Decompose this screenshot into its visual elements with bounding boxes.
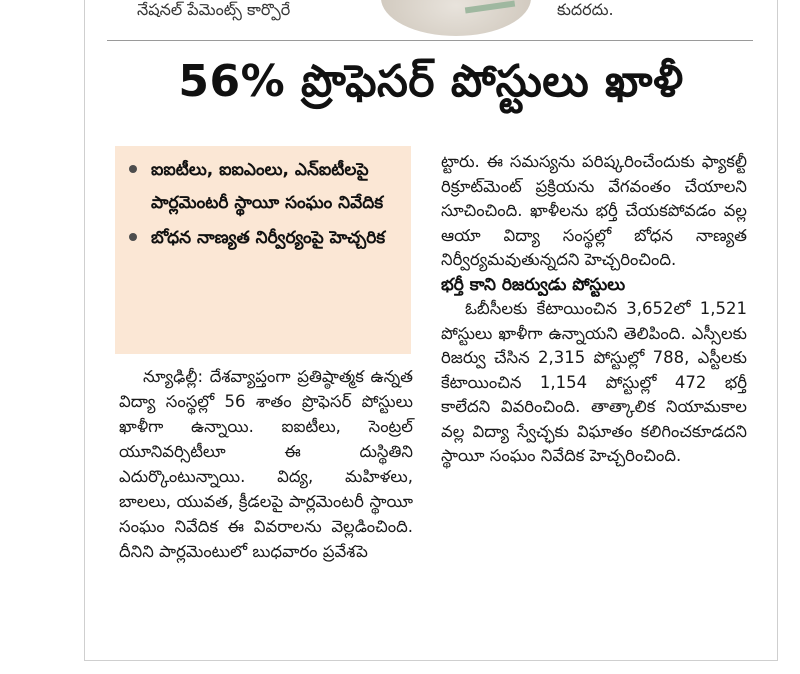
section-subheading: భర్తీ కాని రిజర్వుడు పోస్టులు	[441, 274, 626, 295]
article-body-left-column	[119, 364, 413, 564]
highlight-text: ఐఐటీలు, ఐఐఎంలు, ఎన్ఐటీలపై పార్లమెంటరీ స్థాయీ సంఘం నివేదిక	[151, 160, 384, 213]
article-headline: 56% ప్రొఫెసర్ పోస్టులు ఖాళీ	[178, 56, 684, 107]
previous-article-photo	[381, 0, 531, 36]
highlight-item	[129, 154, 401, 220]
news-clipping	[84, 0, 778, 661]
bullet-icon	[129, 233, 137, 241]
highlight-text: బోధన నాణ్యత నిర్వీర్యంపై హెచ్చరిక	[151, 228, 386, 248]
highlights-box	[115, 146, 411, 354]
previous-article-strip	[85, 0, 777, 38]
article-body-right-column	[441, 150, 747, 469]
body-paragraph: న్యూఢిల్లీ: దేశవ్యాప్తంగా ప్రతిష్ఠాత్మక ఉన్నత విద్యా సంస్థల్లో 56 శాతం ప్రొఫెసర్ పోస్టులు ఖాళీగా ఉన్నాయి. ఐఐటీలు, సెంట్రల్ యూనివర్సిటీలూ ఈ దుస్థితిని ఎదుర్కొంటున్నాయి. విద్య, మహిళలు, బాలలు, యువత, క్రీడలపై పార్లమెంటరీ స్థాయీ సంఘం నివేదిక ఈ వివరాలను వెల్లడించింది. దీనిని పార్లమెంటులో బుధవారం ప్రవేశపె	[119, 367, 413, 561]
previous-article-right-text: కుదరదు.	[557, 0, 614, 19]
previous-article-left-text: నేషనల్ పేమెంట్స్ కార్పొరే	[137, 0, 291, 19]
body-paragraph: ఓబీసీలకు కేటాయించిన 3,652లో 1,521 పోస్టులు ఖాళీగా ఉన్నాయని తెలిపింది. ఎస్సీలకు రిజర్వు చేసిన 2,315 పోస్టుల్లో 788, ఎస్టీలకు కేటాయించిన 1,154 పోస్టుల్లో 472 భర్తీ కాలేదని వివరించింది. తాత్కాలిక నియామకాల వల్ల విద్యా స్వేచ్ఛకు విఘాతం కలిగించకూడదని స్థాయీ సంఘం నివేదిక హెచ్చరించింది.	[441, 299, 747, 465]
bullet-icon	[129, 165, 137, 173]
divider-rule	[107, 40, 753, 41]
body-paragraph: ట్టారు. ఈ సమస్యను పరిష్కరించేందుకు ఫ్యాకల్టీ రిక్రూట్‌మెంట్ ప్రక్రియను వేగవంతం చేయాలని సూచించింది. ఖాళీలను భర్తీ చేయకపోవడం వల్ల ఆయా విద్యా సంస్థల్లో బోధన నాణ్యత నిర్వీర్యమవుతున్నదని హెచ్చరించింది.	[441, 152, 747, 269]
highlight-item	[129, 222, 401, 255]
